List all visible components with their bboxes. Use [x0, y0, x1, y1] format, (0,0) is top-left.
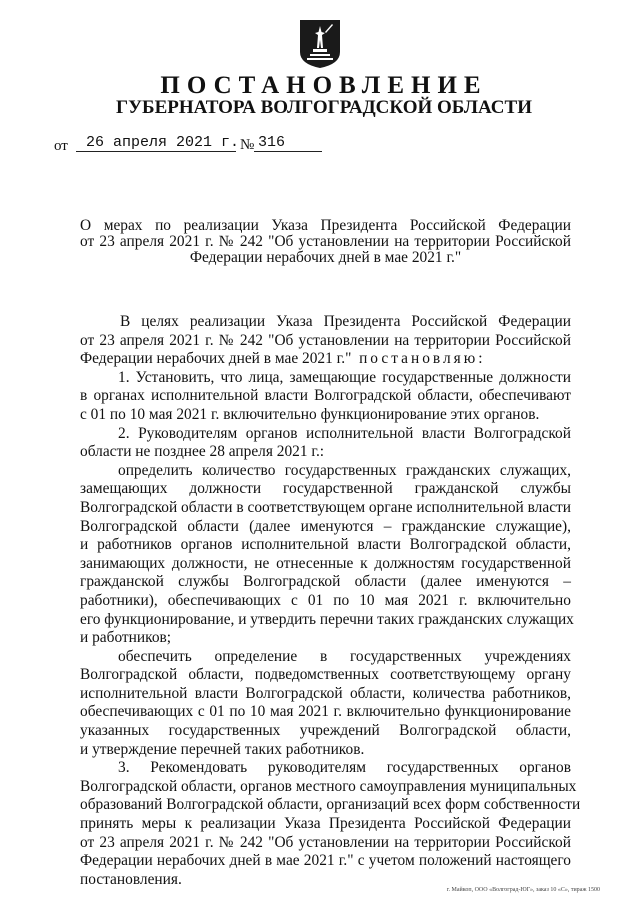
- body-line: образований Волгоградской области, организаций всех форм собственности: [80, 796, 581, 814]
- subject-line: О мерах по реализации Указа Президента Российской Федерации: [80, 217, 571, 234]
- body-line: Федерации нерабочих дней в мае 2021 г." с учетом положений настоящего: [80, 852, 571, 870]
- body-line: Волгоградской области в соответствующем органе исполнительной власти: [80, 498, 571, 516]
- document-subtitle: ГУБЕРНАТОРА ВОЛГОГРАДСКОЙ ОБЛАСТИ: [116, 97, 532, 118]
- body-line: и работников органов исполнительной власти Волгоградской области,: [80, 536, 571, 554]
- subject-line: Федерации нерабочих дней в мае 2021 г.": [189, 249, 462, 266]
- body-line: и работников;: [80, 629, 172, 647]
- body-line: указанных государственных учреждений Волгоградской области,: [80, 722, 571, 740]
- body-line: [80, 350, 571, 369]
- body-line: с 01 по 10 мая 2021 г. включительно функционирование этих органов.: [80, 405, 540, 423]
- body-line: 1. Установить, что лица, замещающие государственные должности: [118, 368, 571, 386]
- body-line: Волгоградской области, органов местного самоуправления муниципальных: [80, 777, 577, 795]
- body-line: гражданской службы Волгоградской области (далее именуются –: [80, 573, 571, 591]
- body-line: и утверждение перечней таких работников.: [80, 740, 365, 758]
- volgograd-emblem-icon: [298, 18, 342, 70]
- body-line: занимающих должности, не отнесенные к должностям государственной: [80, 554, 571, 572]
- body-line: работники), обеспечивающих с 01 по 10 мая 2021 г. включительно: [80, 591, 571, 609]
- body-text: Федерации нерабочих дней в мае 2021 г.": [80, 350, 352, 368]
- number-prefix: №: [240, 137, 255, 153]
- body-line: от 23 апреля 2021 г. № 242 "Об установлении на территории Российской: [80, 331, 571, 349]
- body-line: исполнительной власти Волгоградской области, количества работников,: [80, 684, 571, 702]
- body-line: обеспечить определение в государственных учреждениях: [118, 647, 571, 665]
- body-line: Волгоградской области (далее именуются – гражданские служащие),: [80, 517, 571, 535]
- document-title: ПОСТАНОВЛЕНИЕ: [160, 72, 488, 99]
- document-number: 316: [258, 134, 286, 151]
- date-prefix: от: [54, 138, 68, 154]
- body-line: области не позднее 28 апреля 2021 г.:: [80, 443, 325, 461]
- body-line: определить количество государственных гражданских служащих,: [118, 461, 571, 479]
- document-date: 26 апреля 2021 г.: [86, 134, 240, 151]
- body-line: обеспечивающих с 01 по 10 мая 2021 г. включительно функционирование: [80, 703, 571, 721]
- body-line: постановления.: [80, 870, 182, 888]
- body-line: 3. Рекомендовать руководителям государственных органов: [118, 759, 571, 777]
- print-imprint: г. Майкоп, ООО «Волгоград-ЮГ», заказ 10 «С», тираж 1500: [446, 887, 600, 893]
- body-line: замещающих должности государственной гражданской службы: [80, 480, 571, 498]
- body-line: 2. Руководителям органов исполнительной власти Волгоградской: [118, 424, 571, 442]
- resolution-word: постановляю:: [359, 350, 486, 368]
- body-line: Волгоградской области, подведомственных соответствующему органу: [80, 666, 571, 684]
- subject-line: от 23 апреля 2021 г. № 242 "Об установлении на территории Российской: [80, 233, 571, 250]
- number-underline: [254, 151, 322, 152]
- document-body: [80, 313, 581, 889]
- body-line: его функционирование, и утвердить перечни таких гражданских служащих: [80, 610, 574, 628]
- date-underline: [76, 151, 236, 152]
- body-line: от 23 апреля 2021 г. № 242 "Об установлении на территории Российской: [80, 833, 571, 851]
- body-line: В целях реализации Указа Президента Российской Федерации: [120, 313, 571, 330]
- body-line: в органах исполнительной власти Волгоградской области, обеспечивают: [80, 387, 571, 405]
- document-subject: [80, 218, 571, 266]
- body-line: принять меры к реализации Указа Президента Российской Федерации: [80, 815, 571, 833]
